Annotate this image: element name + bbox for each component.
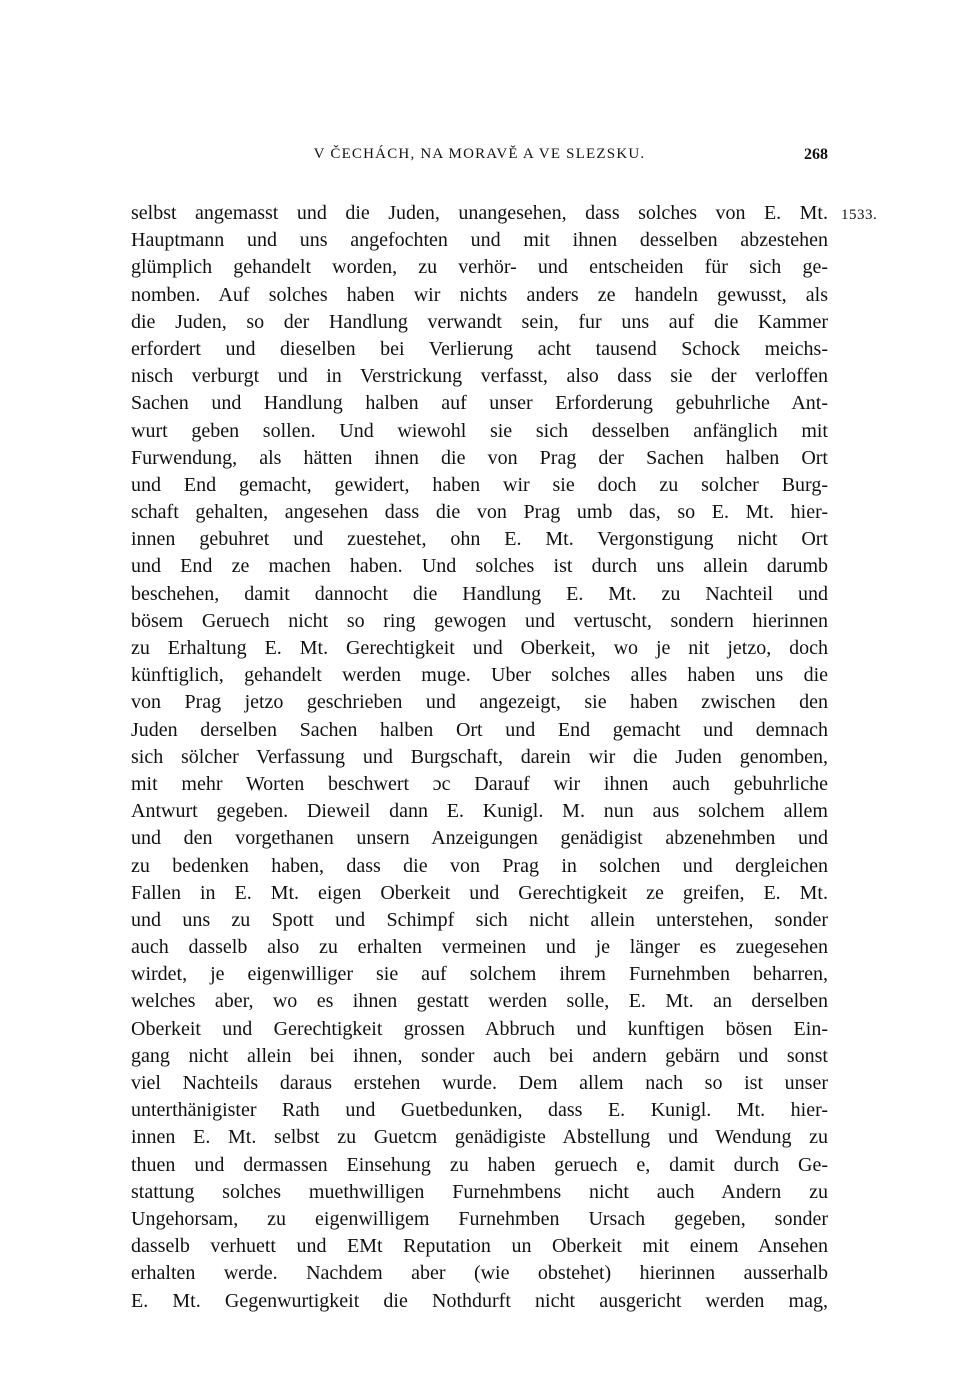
text-line: mit mehr Worten beschwert ɔc Darauf wir ihnen auch gebuhrliche xyxy=(131,772,828,795)
text-line: zu bedenken haben, dass die von Prag in solchen und dergleichen xyxy=(131,854,828,877)
text-line: Sachen und Handlung halben auf unser Erforderung gebuhrliche Ant- xyxy=(131,392,828,415)
text-line: viel Nachteils daraus erstehen wurde. Dem allem nach so ist unser xyxy=(131,1072,828,1094)
text-line: Ungehorsam, zu eigenwilligem Furnehmben Ursach gegeben, sonder xyxy=(131,1207,828,1230)
text-line: dasselb verhuett und EMt Reputation un Oberkeit mit einem Ansehen xyxy=(131,1235,828,1258)
running-title: V ČECHÁCH, NA MORAVĚ A VE SLEZSKU. xyxy=(313,146,646,162)
text-line: von Prag jetzo geschrieben und angezeigt, sie haben zwischen den xyxy=(131,691,828,714)
text-line: und End gemacht, gewidert, haben wir sie doch zu solcher Burg- xyxy=(131,473,828,496)
text-line: welches aber, wo es ihnen gestatt werden solle, E. Mt. an derselben xyxy=(131,990,828,1013)
text-line: selbst angemasst und die Juden, unangesehen, dass solches von E. Mt. xyxy=(131,202,828,224)
text-line: E. Mt. Gegenwurtigkeit die Nothdurft nicht ausgericht werden mag, xyxy=(131,1289,828,1312)
text-line: die Juden, so der Handlung verwandt sein, fur uns auf die Kammer xyxy=(131,310,828,333)
running-head xyxy=(131,146,828,170)
text-line: Oberkeit und Gerechtigkeit grossen Abbruch und kunftigen bösen Ein- xyxy=(131,1017,828,1040)
text-line: Juden derselben Sachen halben Ort und End gemacht und demnach xyxy=(131,718,828,741)
text-line: künftiglich, gehandelt werden muge. Uber solches alles haben uns die xyxy=(131,664,828,687)
text-line: glümplich gehandelt worden, zu verhör- und entscheiden für sich ge- xyxy=(131,256,828,279)
text-line: bösem Geruech nicht so ring gewogen und vertuscht, sondern hierinnen xyxy=(131,609,828,632)
text-line: nomben. Auf solches haben wir nichts anders ze handeln gewusst, als xyxy=(131,283,828,306)
text-line: schaft gehalten, angesehen dass die von Prag umb das, so E. Mt. hier- xyxy=(131,501,828,524)
text-line: und uns zu Spott und Schimpf sich nicht allein unterstehen, sonder xyxy=(131,908,828,931)
text-line: wurt geben sollen. Und wiewohl sie sich desselben anfänglich mit xyxy=(131,419,828,442)
text-line: unterthänigister Rath und Guetbedunken, dass E. Kunigl. Mt. hier- xyxy=(131,1099,828,1122)
text-line: und den vorgethanen unsern Anzeigungen genädigist abzenehmben und xyxy=(131,827,828,850)
text-line: Antwurt gegeben. Dieweil dann E. Kunigl. M. nun aus solchem allem xyxy=(131,800,828,823)
text-line: sich sölcher Verfassung und Burgschaft, darein wir die Juden genomben, xyxy=(131,745,828,768)
text-line: auch dasselb also zu erhalten vermeinen und je länger es zuegesehen xyxy=(131,936,828,959)
text-line: zu Erhaltung E. Mt. Gerechtigkeit und Oberkeit, wo je nit jetzo, doch xyxy=(131,637,828,659)
text-line: nisch verburgt und in Verstrickung verfasst, also dass sie der verloffen xyxy=(131,365,828,388)
body-text xyxy=(131,200,828,1315)
text-line: Fallen in E. Mt. eigen Oberkeit und Gerechtigkeit ze greifen, E. Mt. xyxy=(131,881,828,904)
text-line: und End ze machen haben. Und solches ist durch uns allein darumb xyxy=(131,555,828,578)
margin-year-note: 1533. xyxy=(841,207,878,223)
text-line: gang nicht allein bei ihnen, sonder auch bei andern gebärn und sonst xyxy=(131,1044,828,1067)
text-line: Furwendung, als hätten ihnen die von Prag der Sachen halben Ort xyxy=(131,446,828,469)
text-line: erfordert und dieselben bei Verlierung acht tausend Schock meichs- xyxy=(131,337,828,360)
text-line: innen gebuhret und zuestehet, ohn E. Mt. Vergonstigung nicht Ort xyxy=(131,528,828,551)
text-line: beschehen, damit dannocht die Handlung E. Mt. zu Nachteil und xyxy=(131,582,828,605)
text-line: stattung solches muethwilligen Furnehmbens nicht auch Andern zu xyxy=(131,1180,828,1203)
page-number: 268 xyxy=(804,146,828,163)
text-line: wirdet, je eigenwilliger sie auf solchem ihrem Furnehmben beharren, xyxy=(131,963,828,986)
text-line: Hauptmann und uns angefochten und mit ihnen desselben abzestehen xyxy=(131,229,828,252)
text-line: thuen und dermassen Einsehung zu haben geruech e, damit durch Ge- xyxy=(131,1153,828,1176)
text-line: erhalten werde. Nachdem aber (wie obstehet) hierinnen ausserhalb xyxy=(131,1262,828,1285)
text-line: innen E. Mt. selbst zu Guetcm genädigiste Abstellung und Wendung zu xyxy=(131,1126,828,1149)
